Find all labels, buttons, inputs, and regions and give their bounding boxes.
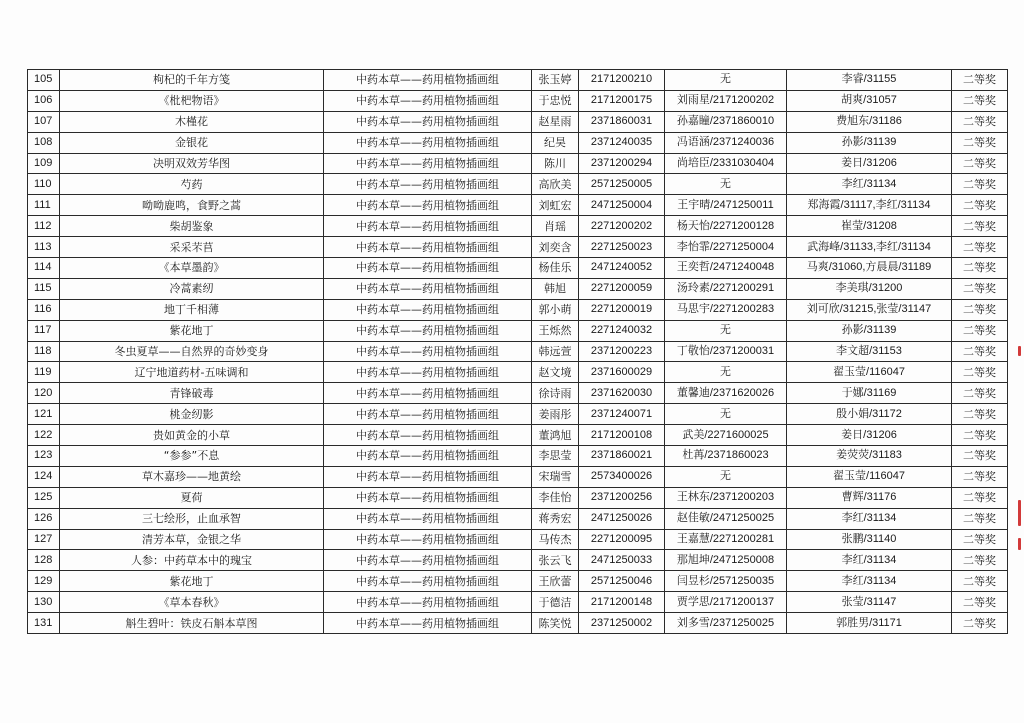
award-level: 二等奖 [952, 70, 1008, 91]
work-title: 贵如黄金的小草 [60, 425, 324, 446]
award-level: 二等奖 [952, 529, 1008, 550]
author-name: 李思莹 [532, 446, 579, 467]
advisor: 曹辉/31176 [787, 487, 952, 508]
coauthor: 无 [665, 320, 787, 341]
advisor: 翟玉莹/116047 [787, 362, 952, 383]
author-name: 郭小萌 [532, 299, 579, 320]
coauthor: 李怡霏/2271250004 [665, 237, 787, 258]
author-name: 韩旭 [532, 278, 579, 299]
author-name: 韩远萱 [532, 341, 579, 362]
category: 中药本草——药用植物插画组 [324, 216, 532, 237]
table-row [28, 278, 1008, 299]
award-level: 二等奖 [952, 550, 1008, 571]
coauthor: 闫昱杉/2571250035 [665, 571, 787, 592]
work-title: “参参”不息 [60, 446, 324, 467]
award-level: 二等奖 [952, 383, 1008, 404]
work-title: 柴胡鉴象 [60, 216, 324, 237]
award-level: 二等奖 [952, 299, 1008, 320]
coauthor: 王林东/2371200203 [665, 487, 787, 508]
author-id: 2271240032 [579, 320, 665, 341]
row-number: 106 [28, 90, 60, 111]
author-id: 2371860031 [579, 111, 665, 132]
coauthor: 冯语涵/2371240036 [665, 132, 787, 153]
advisor: 郑海霞/31117,李红/31134 [787, 195, 952, 216]
advisor: 姜荧荧/31183 [787, 446, 952, 467]
author-id: 2471250033 [579, 550, 665, 571]
advisor: 张鹏/31140 [787, 529, 952, 550]
row-number: 115 [28, 278, 60, 299]
row-number: 128 [28, 550, 60, 571]
award-level: 二等奖 [952, 613, 1008, 634]
author-name: 王欣蕾 [532, 571, 579, 592]
author-id: 2371240071 [579, 404, 665, 425]
work-title: 冷蒿素纫 [60, 278, 324, 299]
row-number: 131 [28, 613, 60, 634]
award-level: 二等奖 [952, 278, 1008, 299]
award-level: 二等奖 [952, 111, 1008, 132]
advisor: 李美琪/31200 [787, 278, 952, 299]
coauthor: 丁敬怡/2371200031 [665, 341, 787, 362]
award-level: 二等奖 [952, 362, 1008, 383]
category: 中药本草——药用植物插画组 [324, 237, 532, 258]
coauthor: 无 [665, 174, 787, 195]
author-id: 2371200223 [579, 341, 665, 362]
table-row [28, 299, 1008, 320]
scan-artifact [1018, 500, 1021, 526]
author-name: 赵文境 [532, 362, 579, 383]
author-id: 2171200210 [579, 70, 665, 91]
work-title: 《本草墨韵》 [60, 258, 324, 279]
award-level: 二等奖 [952, 571, 1008, 592]
table-row [28, 362, 1008, 383]
coauthor: 武美/2271600025 [665, 425, 787, 446]
row-number: 126 [28, 508, 60, 529]
award-level: 二等奖 [952, 216, 1008, 237]
coauthor: 尚培臣/2331030404 [665, 153, 787, 174]
table-row [28, 153, 1008, 174]
author-id: 2371200256 [579, 487, 665, 508]
row-number: 123 [28, 446, 60, 467]
author-id: 2371200294 [579, 153, 665, 174]
award-level: 二等奖 [952, 404, 1008, 425]
author-name: 陈笑悦 [532, 613, 579, 634]
author-id: 2371860021 [579, 446, 665, 467]
advisor: 马爽/31060,方晨晨/31189 [787, 258, 952, 279]
coauthor: 孙嘉瞳/2371860010 [665, 111, 787, 132]
award-level: 二等奖 [952, 425, 1008, 446]
category: 中药本草——药用植物插画组 [324, 508, 532, 529]
author-name: 蒋秀宏 [532, 508, 579, 529]
award-level: 二等奖 [952, 153, 1008, 174]
table-row [28, 466, 1008, 487]
author-id: 2471240052 [579, 258, 665, 279]
advisor: 李红/31134 [787, 508, 952, 529]
author-id: 2171200108 [579, 425, 665, 446]
author-name: 于忠悦 [532, 90, 579, 111]
advisor: 郭胜男/31171 [787, 613, 952, 634]
table-row [28, 404, 1008, 425]
row-number: 105 [28, 70, 60, 91]
author-name: 李佳怡 [532, 487, 579, 508]
work-title: 《草本春秋》 [60, 592, 324, 613]
coauthor: 无 [665, 70, 787, 91]
row-number: 116 [28, 299, 60, 320]
author-id: 2171200148 [579, 592, 665, 613]
work-title: 斛生碧叶：铁皮石斛本草图 [60, 613, 324, 634]
advisor: 孙影/31139 [787, 132, 952, 153]
coauthor: 那旭坤/2471250008 [665, 550, 787, 571]
author-id: 2471250004 [579, 195, 665, 216]
author-name: 高欣美 [532, 174, 579, 195]
author-name: 张玉婷 [532, 70, 579, 91]
author-id: 2371240035 [579, 132, 665, 153]
category: 中药本草——药用植物插画组 [324, 529, 532, 550]
award-level: 二等奖 [952, 466, 1008, 487]
author-id: 2471250026 [579, 508, 665, 529]
coauthor: 赵佳敏/2471250025 [665, 508, 787, 529]
work-title: 决明双效芳华图 [60, 153, 324, 174]
row-number: 112 [28, 216, 60, 237]
table-row [28, 258, 1008, 279]
author-id: 2571250005 [579, 174, 665, 195]
work-title: 桃金纫影 [60, 404, 324, 425]
table-row [28, 446, 1008, 467]
work-title: 辽宁地道药材-五味调和 [60, 362, 324, 383]
scan-artifact [1018, 346, 1021, 356]
table-row [28, 320, 1008, 341]
row-number: 130 [28, 592, 60, 613]
award-level: 二等奖 [952, 258, 1008, 279]
work-title: 草木嘉珍——地黄绘 [60, 466, 324, 487]
work-title: 青锋破毒 [60, 383, 324, 404]
category: 中药本草——药用植物插画组 [324, 571, 532, 592]
table-body [28, 70, 1008, 634]
author-id: 2371250002 [579, 613, 665, 634]
coauthor: 杨天怡/2271200128 [665, 216, 787, 237]
category: 中药本草——药用植物插画组 [324, 404, 532, 425]
row-number: 122 [28, 425, 60, 446]
coauthor: 王奕哲/2471240048 [665, 258, 787, 279]
row-number: 118 [28, 341, 60, 362]
author-name: 于德洁 [532, 592, 579, 613]
author-id: 2573400026 [579, 466, 665, 487]
author-id: 2371600029 [579, 362, 665, 383]
table-row [28, 195, 1008, 216]
advisor: 孙影/31139 [787, 320, 952, 341]
advisor: 武海峰/31133,李红/31134 [787, 237, 952, 258]
work-title: 枸杞的千年方笺 [60, 70, 324, 91]
category: 中药本草——药用植物插画组 [324, 446, 532, 467]
category: 中药本草——药用植物插画组 [324, 425, 532, 446]
category: 中药本草——药用植物插画组 [324, 132, 532, 153]
category: 中药本草——药用植物插画组 [324, 90, 532, 111]
row-number: 108 [28, 132, 60, 153]
category: 中药本草——药用植物插画组 [324, 299, 532, 320]
category: 中药本草——药用植物插画组 [324, 487, 532, 508]
author-name: 张云飞 [532, 550, 579, 571]
coauthor: 王嘉慧/2271200281 [665, 529, 787, 550]
row-number: 119 [28, 362, 60, 383]
work-title: 紫花地丁 [60, 571, 324, 592]
advisor: 于娜/31169 [787, 383, 952, 404]
coauthor: 杜苒/2371860023 [665, 446, 787, 467]
table-row [28, 383, 1008, 404]
coauthor: 贾学思/2171200137 [665, 592, 787, 613]
advisor: 李文超/31153 [787, 341, 952, 362]
coauthor: 刘多雪/2371250025 [665, 613, 787, 634]
table-row [28, 529, 1008, 550]
table-row [28, 425, 1008, 446]
award-level: 二等奖 [952, 132, 1008, 153]
advisor: 殷小娟/31172 [787, 404, 952, 425]
work-title: 三七绘形，止血承智 [60, 508, 324, 529]
category: 中药本草——药用植物插画组 [324, 341, 532, 362]
author-name: 王烁然 [532, 320, 579, 341]
work-title: 木槿花 [60, 111, 324, 132]
author-name: 赵星雨 [532, 111, 579, 132]
award-level: 二等奖 [952, 174, 1008, 195]
category: 中药本草——药用植物插画组 [324, 592, 532, 613]
table-row [28, 341, 1008, 362]
row-number: 120 [28, 383, 60, 404]
category: 中药本草——药用植物插画组 [324, 278, 532, 299]
author-name: 纪昊 [532, 132, 579, 153]
author-name: 董鸿旭 [532, 425, 579, 446]
advisor: 李红/31134 [787, 550, 952, 571]
row-number: 127 [28, 529, 60, 550]
row-number: 111 [28, 195, 60, 216]
category: 中药本草——药用植物插画组 [324, 320, 532, 341]
coauthor: 董馨迪/2371620026 [665, 383, 787, 404]
award-level: 二等奖 [952, 592, 1008, 613]
coauthor: 无 [665, 466, 787, 487]
coauthor: 刘雨星/2171200202 [665, 90, 787, 111]
category: 中药本草——药用植物插画组 [324, 466, 532, 487]
category: 中药本草——药用植物插画组 [324, 258, 532, 279]
advisor: 姜日/31206 [787, 153, 952, 174]
award-level: 二等奖 [952, 341, 1008, 362]
row-number: 114 [28, 258, 60, 279]
category: 中药本草——药用植物插画组 [324, 111, 532, 132]
table-row [28, 111, 1008, 132]
advisor: 姜日/31206 [787, 425, 952, 446]
author-name: 刘奕含 [532, 237, 579, 258]
category: 中药本草——药用植物插画组 [324, 550, 532, 571]
award-level: 二等奖 [952, 90, 1008, 111]
coauthor: 马思宇/2271200283 [665, 299, 787, 320]
table-row [28, 487, 1008, 508]
table-row [28, 508, 1008, 529]
row-number: 107 [28, 111, 60, 132]
author-id: 2271200059 [579, 278, 665, 299]
row-number: 109 [28, 153, 60, 174]
table-row [28, 571, 1008, 592]
advisor: 胡爽/31057 [787, 90, 952, 111]
coauthor: 汤玲素/2271200291 [665, 278, 787, 299]
work-title: 金银花 [60, 132, 324, 153]
award-table [27, 69, 1008, 634]
award-level: 二等奖 [952, 195, 1008, 216]
row-number: 124 [28, 466, 60, 487]
table-row [28, 90, 1008, 111]
category: 中药本草——药用植物插画组 [324, 195, 532, 216]
row-number: 113 [28, 237, 60, 258]
category: 中药本草——药用植物插画组 [324, 362, 532, 383]
award-level: 二等奖 [952, 508, 1008, 529]
category: 中药本草——药用植物插画组 [324, 153, 532, 174]
author-name: 肖瑶 [532, 216, 579, 237]
work-title: 夏荷 [60, 487, 324, 508]
table-row [28, 174, 1008, 195]
category: 中药本草——药用植物插画组 [324, 613, 532, 634]
work-title: 紫花地丁 [60, 320, 324, 341]
advisor: 李红/31134 [787, 174, 952, 195]
coauthor: 王宇晴/2471250011 [665, 195, 787, 216]
row-number: 121 [28, 404, 60, 425]
author-name: 徐诗雨 [532, 383, 579, 404]
award-level: 二等奖 [952, 487, 1008, 508]
award-level: 二等奖 [952, 320, 1008, 341]
award-level: 二等奖 [952, 446, 1008, 467]
work-title: 采采芣苢 [60, 237, 324, 258]
advisor: 费旭东/31186 [787, 111, 952, 132]
advisor: 翟玉莹/116047 [787, 466, 952, 487]
work-title: 清芳本草，金银之华 [60, 529, 324, 550]
author-name: 陈川 [532, 153, 579, 174]
table-row [28, 70, 1008, 91]
scan-artifact [1018, 538, 1021, 550]
work-title: 地丁千相薄 [60, 299, 324, 320]
author-name: 马传杰 [532, 529, 579, 550]
table-row [28, 237, 1008, 258]
row-number: 129 [28, 571, 60, 592]
work-title: 呦呦鹿鸣，食野之蒿 [60, 195, 324, 216]
author-name: 宋瑞雪 [532, 466, 579, 487]
advisor: 崔莹/31208 [787, 216, 952, 237]
work-title: 《枇杷物语》 [60, 90, 324, 111]
row-number: 117 [28, 320, 60, 341]
work-title: 冬虫夏草——自然界的奇妙变身 [60, 341, 324, 362]
row-number: 125 [28, 487, 60, 508]
author-name: 杨佳乐 [532, 258, 579, 279]
table-row [28, 613, 1008, 634]
work-title: 芍药 [60, 174, 324, 195]
advisor: 刘可欣/31215,张莹/31147 [787, 299, 952, 320]
advisor: 李红/31134 [787, 571, 952, 592]
table-row [28, 216, 1008, 237]
category: 中药本草——药用植物插画组 [324, 383, 532, 404]
award-level: 二等奖 [952, 237, 1008, 258]
advisor: 李睿/31155 [787, 70, 952, 91]
author-id: 2371620030 [579, 383, 665, 404]
table-row [28, 132, 1008, 153]
author-id: 2271200019 [579, 299, 665, 320]
category: 中药本草——药用植物插画组 [324, 70, 532, 91]
author-name: 姜雨彤 [532, 404, 579, 425]
row-number: 110 [28, 174, 60, 195]
coauthor: 无 [665, 362, 787, 383]
table-row [28, 592, 1008, 613]
author-id: 2571250046 [579, 571, 665, 592]
author-id: 2271200202 [579, 216, 665, 237]
coauthor: 无 [665, 404, 787, 425]
table-row [28, 550, 1008, 571]
author-name: 刘虹宏 [532, 195, 579, 216]
author-id: 2171200175 [579, 90, 665, 111]
work-title: 人参：中药草本中的瑰宝 [60, 550, 324, 571]
advisor: 张莹/31147 [787, 592, 952, 613]
author-id: 2271250023 [579, 237, 665, 258]
category: 中药本草——药用植物插画组 [324, 174, 532, 195]
author-id: 2271200095 [579, 529, 665, 550]
